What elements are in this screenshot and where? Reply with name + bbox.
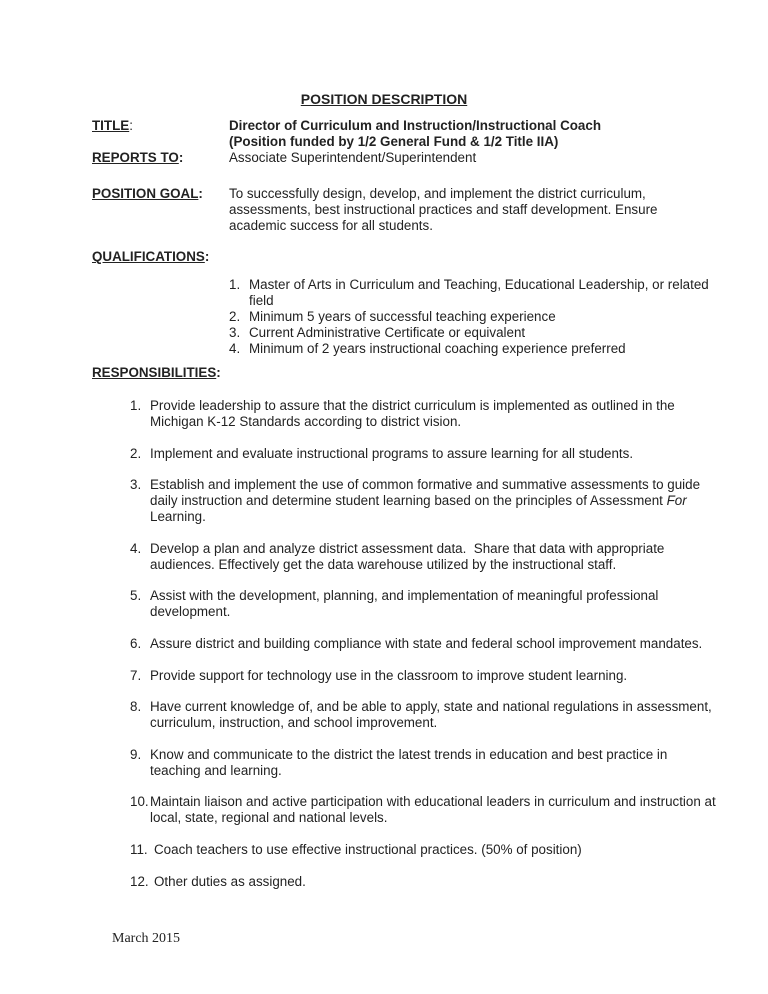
item-number: 6. (130, 635, 142, 651)
title-value-line2: (Position funded by 1/2 General Fund & 1/2 Title IIA) (229, 134, 559, 149)
item-number: 3. (229, 325, 241, 340)
item-number: 2. (130, 445, 142, 461)
item-text: Coach teachers to use effective instructional practices. (50% of position) (154, 841, 582, 857)
responsibility-item (130, 874, 720, 890)
responsibility-item (130, 842, 720, 858)
responsibility-item (130, 668, 720, 684)
item-text: Maintain liaison and active participation with educational leaders in curriculum and instruction at local, state, regional and national levels. (150, 794, 716, 826)
responsibility-item (130, 588, 720, 620)
responsibilities-label (92, 365, 221, 381)
responsibilities-label-colon: : (216, 365, 221, 380)
position-goal-value: To successfully design, develop, and implement the district curriculum, assessments, best instructional practices and staff development. Ensure academic success for all students. (229, 186, 658, 233)
item-number: 9. (130, 746, 142, 762)
responsibility-item (130, 794, 720, 826)
item-text-italic: For (666, 493, 687, 509)
responsibility-item (130, 541, 720, 573)
qualification-item (229, 277, 709, 309)
responsibilities-label-text: RESPONSIBILITIES (92, 365, 217, 380)
responsibility-item (130, 446, 720, 462)
responsibility-item (130, 398, 720, 430)
item-number: 1. (130, 398, 142, 413)
item-text: Assist with the development, planning, and implementation of meaningful professional development. (150, 588, 659, 620)
item-number: 1. (229, 277, 241, 292)
qualifications-label-colon: : (204, 249, 210, 264)
responsibility-item (130, 636, 720, 652)
responsibility-item (130, 477, 720, 525)
item-number: 2. (229, 309, 241, 324)
qualification-item (229, 309, 709, 325)
reports-to-label-colon: : (178, 150, 184, 165)
footer-date: March 2015 (112, 931, 181, 946)
item-number: 3. (130, 477, 142, 493)
responsibility-item (130, 747, 720, 779)
item-text: Provide support for technology use in the classroom to improve student learning. (150, 667, 628, 683)
qualifications-label-text: QUALIFICATIONS (92, 249, 205, 264)
title-label (92, 118, 133, 134)
item-text: Implement and evaluate instructional programs to assure learning for all students. (150, 445, 634, 461)
reports-to-label-text: REPORTS TO (92, 150, 179, 165)
item-number: 4. (229, 341, 241, 356)
item-text: Provide leadership to assure that the district curriculum is implemented as outlined in the Michigan K-12 Standards according to district vision. (150, 398, 675, 429)
item-number: 8. (130, 699, 142, 715)
item-text: Have current knowledge of, and be able to apply, state and national regulations in assessment, curriculum, instruction, and school improvement. (150, 699, 712, 731)
item-text: Develop a plan and analyze district assessment data. Share that data with appropriate audiences. Effectively get the data warehouse utilized by the instructional staff. (150, 540, 669, 572)
document-heading (0, 91, 768, 107)
reports-to-label (92, 150, 183, 166)
qualifications-list (229, 277, 709, 357)
heading-text: POSITION DESCRIPTION (300, 91, 468, 107)
item-number: 12. (130, 873, 149, 889)
responsibilities-list (130, 398, 720, 905)
item-text: Minimum 5 years of successful teaching experience (249, 309, 556, 324)
qualifications-label (92, 249, 209, 265)
qualification-item (229, 341, 709, 357)
item-text: Current Administrative Certificate or equivalent (249, 325, 526, 340)
item-number: 5. (130, 588, 142, 604)
title-label-colon: : (129, 118, 133, 133)
responsibility-item (130, 699, 720, 731)
item-text-part: Learning. (150, 509, 206, 525)
item-text: Master of Arts in Curriculum and Teaching, Educational Leadership, or related field (249, 277, 709, 308)
item-number: 10. (130, 794, 149, 810)
title-value-line1: Director of Curriculum and Instruction/Instructional Coach (229, 118, 601, 133)
title-value (229, 118, 709, 150)
item-number: 4. (130, 540, 142, 556)
item-text: Know and communicate to the district the latest trends in education and best practice in teaching and learning. (150, 746, 668, 778)
position-goal-label (92, 186, 203, 202)
item-text: Minimum of 2 years instructional coaching experience preferred (249, 341, 626, 356)
item-text-part: Establish and implement the use of common formative and summative assessments to guide daily instruction and determine student learning based on the principles of Assessment (150, 477, 701, 509)
item-text (150, 477, 700, 524)
item-text: Assure district and building compliance with state and federal school improvement mandates. (150, 635, 703, 651)
title-label-text: TITLE (92, 118, 130, 133)
reports-to-value: Associate Superintendent/Superintendent (229, 150, 477, 165)
item-number: 11. (130, 841, 148, 857)
position-goal-label-text: POSITION GOAL (92, 186, 199, 201)
item-text: Other duties as assigned. (154, 873, 306, 889)
position-goal-label-colon: : (198, 186, 203, 201)
item-number: 7. (130, 667, 142, 683)
qualification-item (229, 325, 709, 341)
